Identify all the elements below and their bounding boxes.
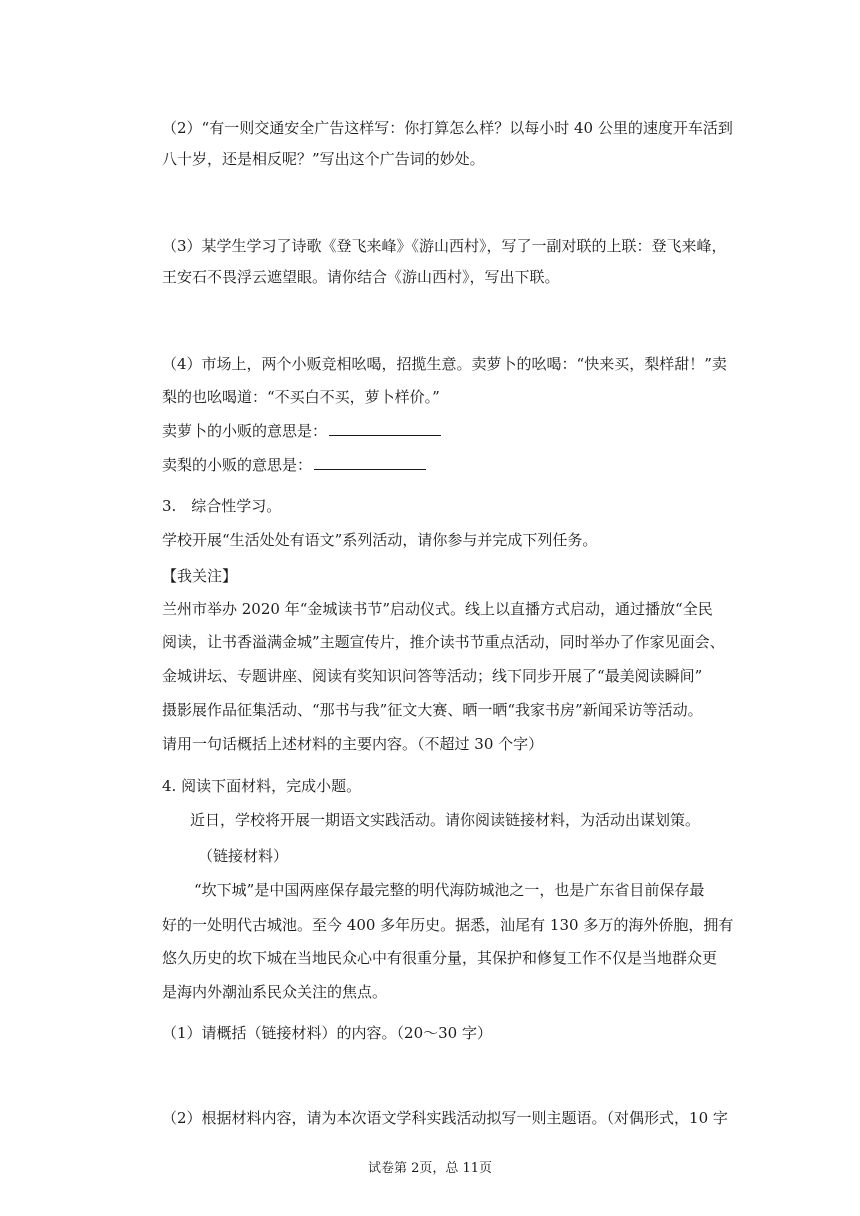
q4-heading: 4. 阅读下面材料，完成小题。 [162, 777, 362, 795]
q3-material-line: 阅读，让书香溢满金城”主题宣传片，推介读书节重点活动，同时举办了作家见面会、 [162, 633, 725, 651]
q4-material-label: （链接材料） [198, 847, 289, 865]
q2-sub4-line2: 梨的也吆喝道：“不买白不买，萝卜样价。” [162, 388, 440, 406]
q3-material-line: 兰州市举办 2020 年“金城读书节”启动仪式。线上以直播方式启动，通过播放“全民 [162, 600, 713, 618]
q4-material-line: 悠久历史的坎下城在当地民众心中有很重分量，其保护和修复工作不仅是当地群众更 [162, 949, 718, 967]
q2-sub2-line1: （2）“有一则交通安全广告这样写：你打算怎么样？以每小时 40 公里的速度开车活到 [162, 119, 733, 137]
answer-blank-radish[interactable] [329, 421, 441, 436]
q2-sub3-line1: （3）某学生学习了诗歌《登飞来峰》《游山西村》，写了一副对联的上联：登飞来峰， [162, 237, 727, 255]
q3-intro: 学校开展“生活处处有语文”系列活动，请你参与并完成下列任务。 [162, 531, 598, 549]
q2-sub4-radish [162, 421, 441, 441]
q3-heading: 3. 综合性学习。 [162, 497, 282, 515]
q2-sub2-line2: 八十岁，还是相反呢？”写出这个广告词的妙处。 [162, 150, 485, 168]
pear-prompt: 卖梨的小贩的意思是： [162, 456, 313, 474]
q4-intro: 近日，学校将开展一期语文实践活动。请你阅读链接材料，为活动出谋划策。 [190, 811, 701, 829]
q4-material-line: 好的一处明代古城池。至今 400 多年历史。据悉，汕尾有 130 多万的海外侨胞，拥有 [162, 916, 734, 934]
q4-material-line: “坎下城”是中国两座保存最完整的明代海防城池之一，也是广东省目前保存最 [194, 881, 705, 899]
q3-material-line: 金城讲坛、专题讲座、阅读有奖知识问答等活动；线下同步开展了“最美阅读瞬间” [162, 667, 703, 685]
q4-sub1: （1）请概括（链接材料）的内容。（20～30 字） [162, 1024, 492, 1042]
q2-sub4-line1: （4）市场上，两个小贩竞相吆喝，招揽生意。卖萝卜的吆喝：“快来买，梨样甜！”卖 [162, 355, 727, 373]
q2-sub3-line2: 王安石不畏浮云遮望眼。请你结合《游山西村》，写出下联。 [162, 268, 560, 286]
q3-material-line: 摄影展作品征集活动、“那书与我”征文大赛、晒一晒“我家书房”新闻采访等活动。 [162, 701, 703, 719]
page-footer: 试卷第 2页，总 11页 [367, 1161, 493, 1176]
q3-section-title: 【我关注】 [162, 567, 238, 585]
q4-sub2: （2）根据材料内容，请为本次语文学科实践活动拟写一则主题语。（对偶形式，10 字 [162, 1109, 728, 1127]
answer-blank-pear[interactable] [314, 455, 426, 470]
q3-question: 请用一句话概括上述材料的主要内容。（不超过 30 个字） [162, 735, 544, 753]
q2-sub4-pear [162, 455, 426, 475]
radish-prompt: 卖萝卜的小贩的意思是： [162, 422, 328, 440]
q4-material-line: 是海内外潮汕系民众关注的焦点。 [162, 983, 388, 1001]
